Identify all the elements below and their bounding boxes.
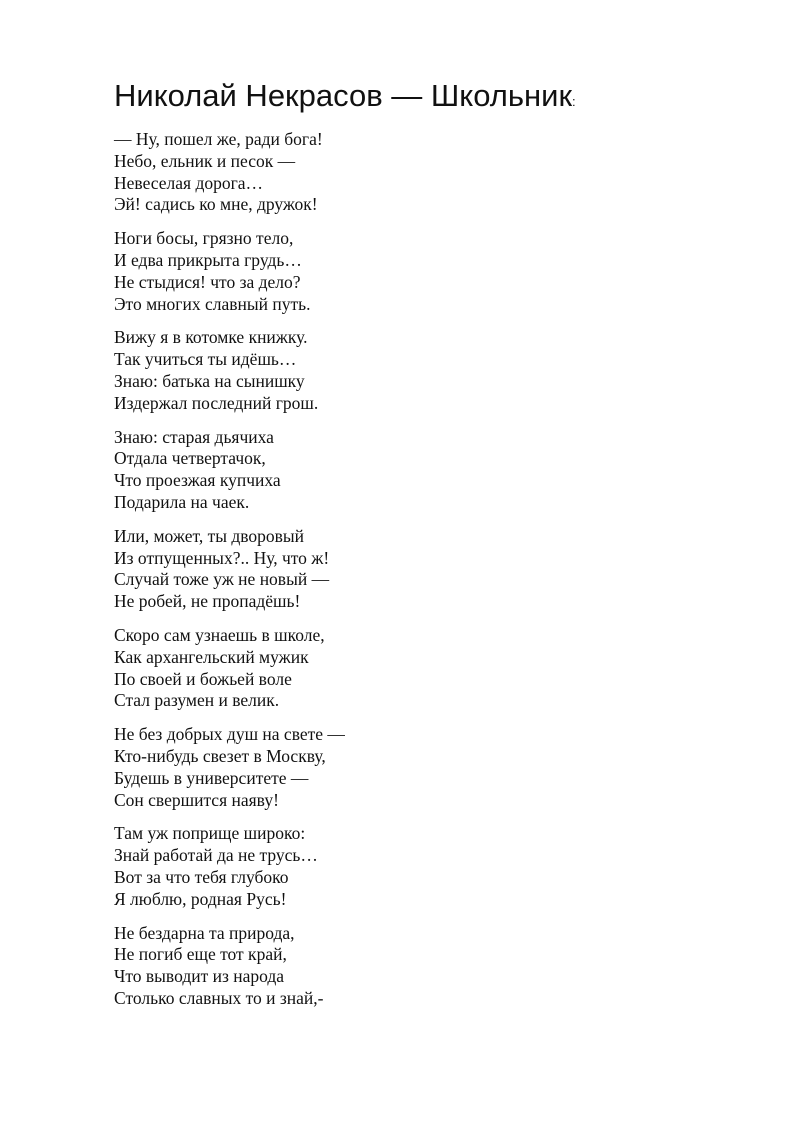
- poem-line: Эй! садись ко мне, дружок!: [114, 194, 318, 215]
- poem-line: Знай работай да не трусь…: [114, 845, 318, 866]
- poem-line: И едва прикрыта грудь…: [114, 249, 302, 270]
- poem-line: Что проезжая купчиха: [114, 470, 281, 491]
- poem-line: По своей и божьей воле: [114, 668, 292, 689]
- poem-line: Это многих славный путь.: [114, 293, 311, 314]
- poem-line: Как архангельский мужик: [114, 646, 309, 667]
- poem-line: Случай тоже уж не новый —: [114, 569, 330, 590]
- title-colon: :: [572, 94, 576, 109]
- poem-line: Не погиб еще тот край,: [114, 944, 287, 965]
- poem-line: Не стыдися! что за дело?: [114, 271, 301, 292]
- poem-line: Знаю: батька на сынишку: [114, 370, 305, 391]
- poem-stanza: [114, 129, 734, 216]
- poem-line: Из отпущенных?.. Ну, что ж!: [114, 547, 330, 568]
- poem-line: Я люблю, родная Русь!: [114, 888, 287, 909]
- poem-stanza: [114, 923, 734, 1010]
- poem-stanza: [114, 724, 734, 811]
- poem-line: Не без добрых душ на свете —: [114, 724, 345, 745]
- poem-line: Кто-нибудь свезет в Москву,: [114, 745, 326, 766]
- document-page: [114, 76, 734, 1022]
- poem-line: Отдала четвертачок,: [114, 448, 266, 469]
- poem-line: Сон свершится наяву!: [114, 789, 279, 810]
- poem-stanza: [114, 327, 734, 414]
- poem-line: Вот за что тебя глубоко: [114, 866, 289, 887]
- poem-line: Не бездарна та природа,: [114, 922, 295, 943]
- poem-stanza: [114, 625, 734, 712]
- poem-line: Столько славных то и знай,-: [114, 987, 324, 1008]
- poem-line: Невеселая дорога…: [114, 172, 264, 193]
- poem-line: Издержал последний грош.: [114, 392, 319, 413]
- poem-line: Вижу я в котомке книжку.: [114, 327, 308, 348]
- poem-stanza: [114, 823, 734, 910]
- poem-line: Или, может, ты дворовый: [114, 525, 305, 546]
- poem-line: Скоро сам узнаешь в школе,: [114, 624, 325, 645]
- title-text: Николай Некрасов — Школьник: [114, 78, 573, 113]
- poem-body: [114, 129, 734, 1010]
- poem-line: Не робей, не пропадёшь!: [114, 591, 301, 612]
- poem-line: Там уж поприще широко:: [114, 823, 306, 844]
- page-title: [114, 76, 734, 122]
- poem-stanza: [114, 427, 734, 514]
- poem-stanza: [114, 526, 734, 613]
- poem-line: Ноги босы, грязно тело,: [114, 228, 294, 249]
- poem-line: Будешь в университете —: [114, 767, 309, 788]
- poem-line: — Ну, пошел же, ради бога!: [114, 129, 323, 149]
- poem-line: Подарила на чаек.: [114, 491, 250, 512]
- poem-line: Стал разумен и велик.: [114, 690, 280, 711]
- poem-line: Небо, ельник и песок —: [114, 150, 296, 171]
- poem-line: Что выводит из народа: [114, 966, 285, 987]
- poem-line: Так учиться ты идёшь…: [114, 349, 297, 370]
- poem-stanza: [114, 228, 734, 315]
- poem-line: Знаю: старая дьячиха: [114, 426, 274, 447]
